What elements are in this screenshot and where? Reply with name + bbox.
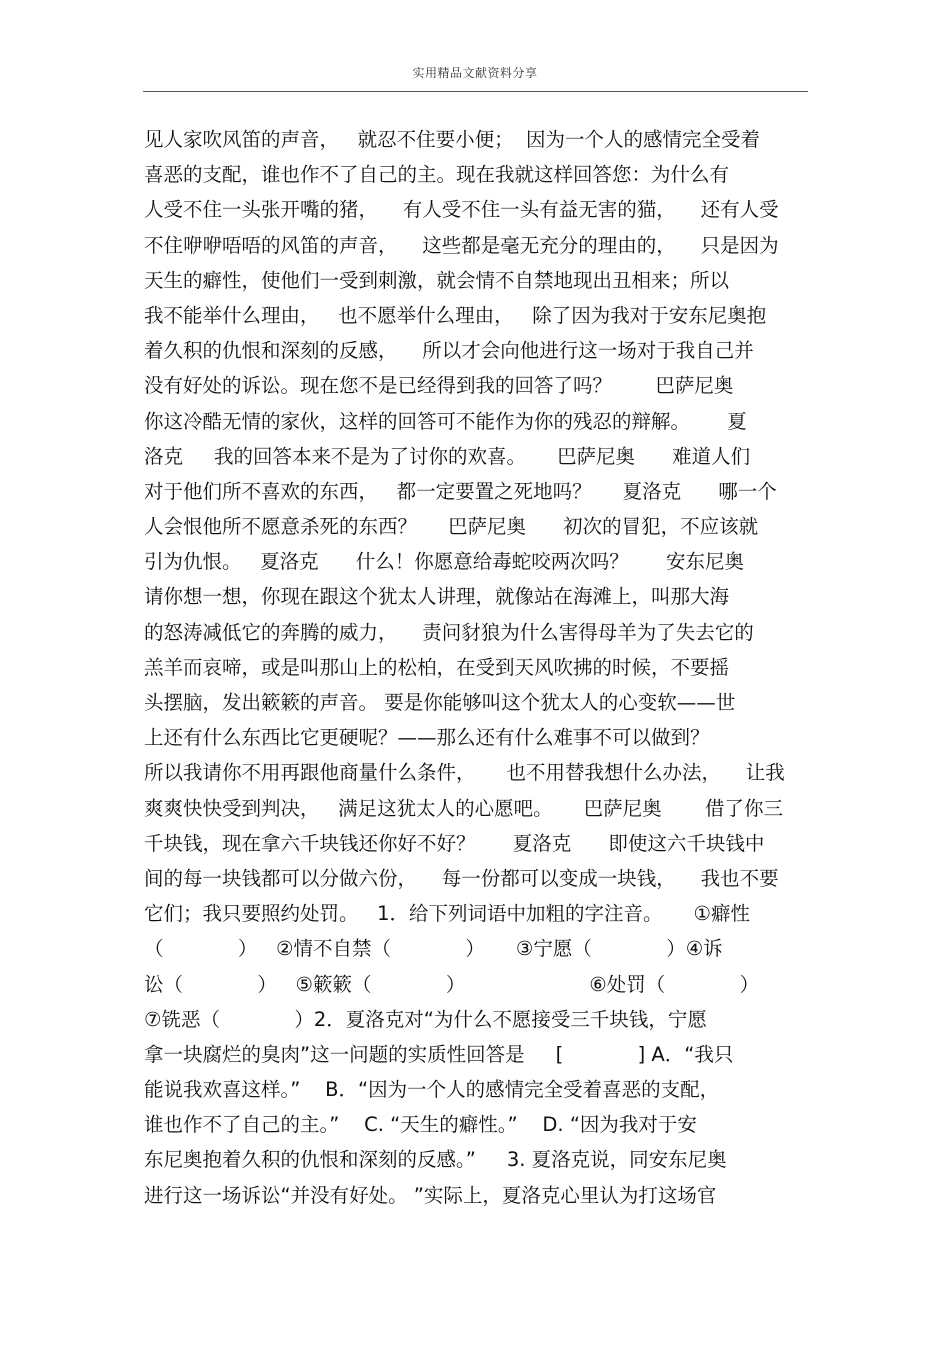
text-line: 人受不住一头张开嘴的猪， 有人受不住一头有益无害的猫， 还有人受 (144, 198, 779, 222)
text-line: ⑦铣恶（ ）2．夏洛克对“为什么不愿接受三千块钱，宁愿 (144, 1007, 707, 1031)
text-line: 它们；我只要照约处罚。 1．给下列词语中加粗的字注音。 ①癖性 (144, 902, 750, 926)
text-line: 没有好处的诉讼。现在您不是已经得到我的回答了吗？ 巴萨尼奥 (144, 374, 734, 398)
page-header: 实用精品文献资料分享 (412, 66, 538, 80)
text-line: 拿一块腐烂的臭肉”这一问题的实质性回答是 [ ] A．“我只 (144, 1042, 734, 1066)
text-line: 喜恶的支配，谁也作不了自己的主。现在我就这样回答您：为什么有 (144, 163, 730, 187)
text-line: 所以我请你不用再跟他商量什么条件， 也不用替我想什么办法， 让我 (144, 761, 785, 785)
text-line: 不住咿咿唔唔的风笛的声音， 这些都是毫无充分的理由的， 只是因为 (144, 233, 779, 257)
text-line: 着久积的仇恨和深刻的反感， 所以才会向他进行这一场对于我自己并 (144, 339, 754, 363)
text-line: 上还有什么东西比它更硬呢？——那么还有什么难事不可以做到？ (144, 726, 710, 750)
text-line: 爽爽快快受到判决， 满足这犹太人的心愿吧。 巴萨尼奥 借了你三 (144, 796, 783, 820)
text-line: 间的每一块钱都可以分做六份， 每一份都可以变成一块钱， 我也不要 (144, 866, 779, 890)
text-line: 洛克 我的回答本来不是为了讨你的欢喜。 巴萨尼奥 难道人们 (144, 444, 751, 468)
header-divider (143, 91, 808, 92)
text-line: 天生的癖性，使他们一受到刺激，就会情不自禁地现出丑相来；所以 (144, 268, 730, 292)
text-line: 能说我欢喜这样。” B．“因为一个人的感情完全受着喜恶的支配， (144, 1078, 720, 1102)
text-line: 羔羊而哀啼，或是叫那山上的松柏，在受到天风吹拂的时候，不要摇 (144, 655, 730, 679)
text-line: 见人家吹风笛的声音， 就忍不住要小便； 因为一个人的感情完全受着 (144, 128, 760, 151)
text-line: 头摆脑，发出簌簌的声音。 要是你能够叫这个犹太人的心变软——世 (144, 691, 736, 714)
text-line: 千块钱，现在拿六千块钱还你好不好？ 夏洛克 即使这六千块钱中 (144, 831, 765, 855)
text-line: 请你想一想，你现在跟这个犹太人讲理，就像站在海滩上，叫那大海 (144, 585, 730, 609)
text-line: 对于他们所不喜欢的东西， 都一定要置之死地吗？ 夏洛克 哪一个 (144, 479, 777, 503)
text-line: （ ） ②情不自禁（ ） ③宁愿（ ）④诉 (144, 937, 723, 961)
document-body (144, 122, 812, 1213)
text-line: 人会恨他所不愿意杀死的东西？ 巴萨尼奥 初次的冒犯，不应该就 (144, 515, 759, 539)
text-line: 我不能举什么理由， 也不愿举什么理由， 除了因为我对于安东尼奥抱 (144, 303, 767, 327)
text-line: 的怒涛减低它的奔腾的威力， 责问豺狼为什么害得母羊为了失去它的 (144, 620, 754, 644)
text-line: 谁也作不了自己的主。” C. “天生的癖性。” D. “因为我对于安 (144, 1113, 697, 1137)
text-line: 讼（ ） ⑤簌簌（ ） ⑥处罚（ ） (144, 972, 760, 996)
text-line: 你这冷酷无情的家伙，这样的回答可不能作为你的残忍的辩解。 夏 (144, 409, 747, 433)
text-line: 东尼奥抱着久积的仇恨和深刻的反感。” 3. 夏洛克说，同安东尼奥 (144, 1148, 727, 1172)
text-line: 引为仇恨。 夏洛克 什么！你愿意给毒蛇咬两次吗？ 安东尼奥 (144, 550, 744, 574)
text-line: 进行这一场诉讼“并没有好处。 ”实际上，夏洛克心里认为打这场官 (144, 1183, 717, 1207)
